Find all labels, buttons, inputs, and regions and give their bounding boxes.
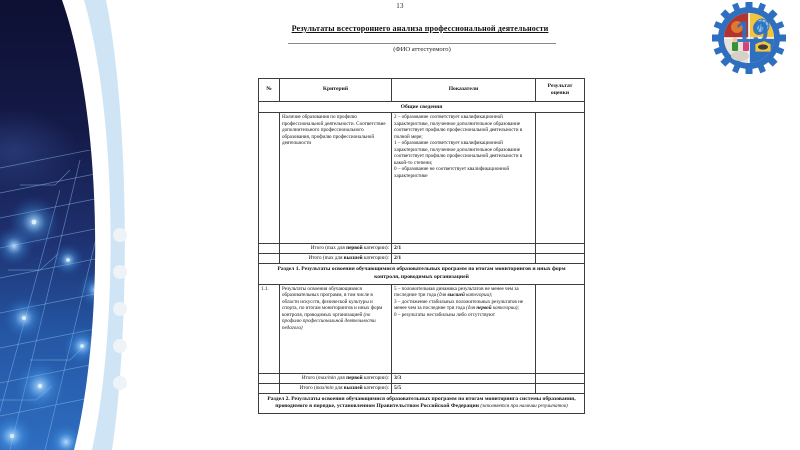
section-1-line-2: мониторингов и иных форм контроля, проводимых организацией [374,266,566,281]
criterion-1-1-main: Результаты освоения обучающимися образовательных программ, в том числе в области искусств, физической культуры и спорта, по итогам мониторингов и иных форм контроля, проводимых организацией [282,285,383,318]
header-cell-num: № [259,79,280,102]
subtitle-text: (ФИО аттестуемого) [393,46,451,53]
total-row-section1-first [259,373,585,383]
total-spacer-a [259,244,280,254]
indicator-1-1-zero: 0 – результаты нестабильны либо отсутствуют [394,311,495,318]
total-result-section1-first[interactable] [536,373,585,383]
total-label-section1-first: Итого (max/min для первой категории): [280,373,392,383]
total-result-general-highest[interactable] [536,254,585,264]
total-result-general-first[interactable] [536,244,585,254]
indicator-line-2: 2 – образование соответствует квалификационной характеристике, полученное дополнительное образование соответствует профилю профессиональной деятельности в полной мере; [394,114,523,140]
cell-num-1-1: 1.1. [259,284,280,373]
band-label-general: Общие сведения [259,102,585,113]
total-value-general-first: 2/1 [392,244,536,254]
blue-swoosh-curve-icon [0,0,132,450]
section-2-line-2: мониторинга системы образования, проводимого в порядке, установленном [275,395,576,410]
total-label-general-highest: Итого (max для высшей категории): [280,254,392,264]
indicator-line-0: 0 – образование не соответствует квалификационной характеристике [394,166,510,179]
cell-indicators-general-1 [392,113,536,244]
total-label-general-first: Итого (max для первой категории): [280,244,392,254]
cell-indicators-1-1 [392,284,536,373]
table-header-row [259,79,585,102]
criterion-1-1-italic: (по профилю профессиональной деятельности педагога) [282,311,376,331]
cell-criterion-1-1 [280,284,392,373]
total-spacer-c [259,373,280,383]
section-2-note: (заполняется при наличии результатов) [480,403,568,410]
total-label-section1-highest: Итого (max/min для высшей категории): [280,383,392,393]
cell-result-general-1[interactable] [536,113,585,244]
cell-result-1-1[interactable] [536,284,585,373]
band-row-general [259,102,585,113]
header-cell-indicators: Показатели [392,79,536,102]
total-row-general-first [259,244,585,254]
indicator-1-1-three: 3 – достижение стабильных положительных результатов не менее чем за последние три года (для первой категории); [394,298,524,312]
section-1-line-1: Раздел 1. Результаты освоения обучающимися образовательных программ по итогам [277,266,494,273]
total-value-general-highest: 2/1 [392,254,536,264]
cell-num-general-1 [259,113,280,244]
total-value-section1-highest: 5/5 [392,383,536,393]
evaluation-table [258,78,585,414]
table-row-1-1 [259,284,585,373]
total-row-section1-highest [259,383,585,393]
section-2-line-1: Раздел 2. Результаты освоения обучающимися образовательных программ по итогам [267,395,484,402]
indicator-line-1: 1 – образование соответствует квалификационной характеристике, полученное дополнительное образование соответствует профилю профессиональной деятельности в какой-то степени; [394,140,523,166]
section-header-2 [259,393,585,413]
section-1-label [259,264,585,284]
cell-criterion-general-1: Наличие образования по профилю профессиональной деятельности. Соответствие дополнительного профессионального образования, профилю профессиональной деятельности [280,113,392,244]
header-cell-criterion: Критерий [280,79,392,102]
school-gear-emblem-icon [706,2,792,74]
decorative-left-background [0,0,132,450]
total-value-section1-first: 3/3 [392,373,536,383]
subtitle-divider [288,43,556,44]
subtitle-block [288,43,556,53]
svg-text:19: 19 [735,16,769,49]
section-2-line-3: Правительством Российской Федерации [376,403,481,410]
total-spacer-b [259,254,280,264]
table-row-general-1 [259,113,585,244]
header-cell-result: Результат оценки [536,79,585,102]
page-title: Результаты всестороннего анализа профессиональной деятельности [291,24,549,33]
section-2-label [259,393,585,413]
indicator-1-1-five: 5 – положительная динамика результатов не менее чем за последние три года (для высшей категории); [394,285,519,299]
total-result-section1-highest[interactable] [536,383,585,393]
section-header-1 [259,264,585,284]
total-spacer-d [259,383,280,393]
total-row-general-highest [259,254,585,264]
page-number: 13 [396,2,404,10]
